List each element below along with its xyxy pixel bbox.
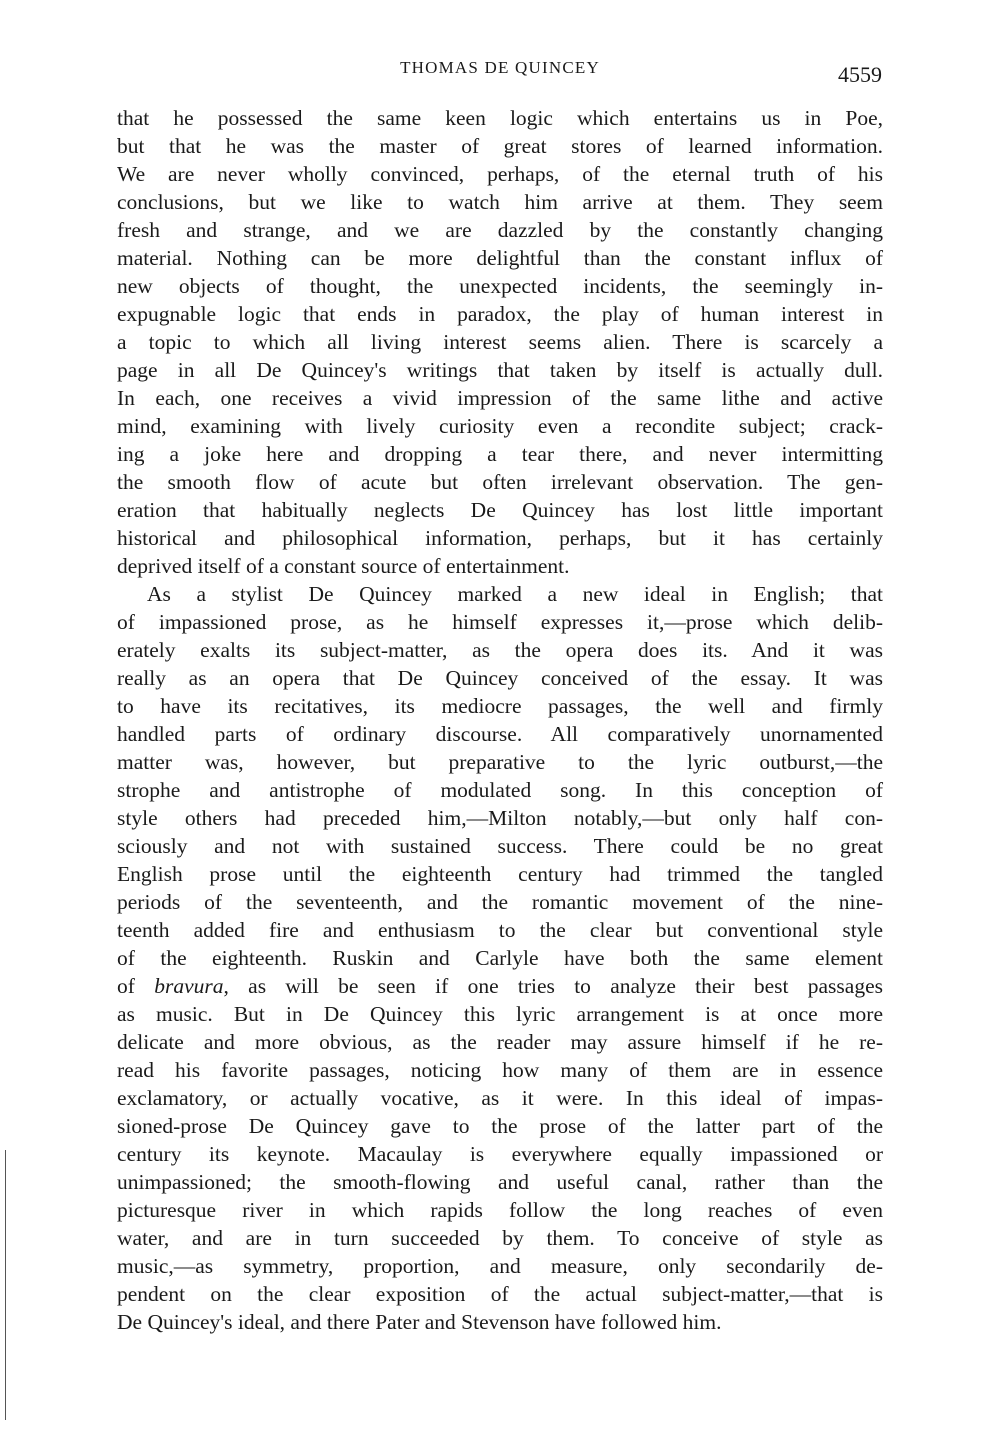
text-line: conclusions, but we like to watch him arrive at them. They seem	[117, 190, 883, 214]
text-line: a topic to which all living interest seems alien. There is scarcely a	[117, 330, 883, 354]
text-line: historical and philosophical information, perhaps, but it has certainly	[117, 526, 883, 550]
text-line: as music. But in De Quincey this lyric arrangement is at once more	[117, 1002, 883, 1026]
text-line: mind, examining with lively curiosity even a recondite subject; crack-	[117, 414, 883, 438]
text-line: pendent on the clear exposition of the actual subject-matter,—that is	[117, 1282, 883, 1306]
text-line: of bravura, as will be seen if one tries to analyze their best passages	[117, 974, 883, 998]
text-line: periods of the seventeenth, and the romantic movement of the nine-	[117, 890, 883, 914]
text-line: sciously and not with sustained success. There could be no great	[117, 834, 883, 858]
text-line: In each, one receives a vivid impression of the same lithe and active	[117, 386, 883, 410]
body-text	[117, 104, 883, 1336]
text-line: style others had preceded him,—Milton notably,—but only half con-	[117, 806, 883, 830]
text-line: century its keynote. Macaulay is everywhere equally impassioned or	[117, 1142, 883, 1166]
text-line: English prose until the eighteenth century had trimmed the tangled	[117, 862, 883, 886]
text-line: As a stylist De Quincey marked a new ideal in English; that	[147, 582, 883, 606]
text-line: that he possessed the same keen logic which entertains us in Poe,	[117, 106, 883, 130]
text-line: the smooth flow of acute but often irrelevant observation. The gen-	[117, 470, 883, 494]
text-line: De Quincey's ideal, and there Pater and Stevenson have followed him.	[117, 1310, 722, 1334]
text-line: really as an opera that De Quincey conceived of the essay. It was	[117, 666, 883, 690]
text-line: of the eighteenth. Ruskin and Carlyle have both the same element	[117, 946, 883, 970]
text-line: erately exalts its subject-matter, as the opera does its. And it was	[117, 638, 883, 662]
text-line: deprived itself of a constant source of entertainment.	[117, 554, 570, 578]
scan-margin-line	[5, 1150, 6, 1420]
text-line: unimpassioned; the smooth-flowing and useful canal, rather than the	[117, 1170, 883, 1194]
text-line: expugnable logic that ends in paradox, the play of human interest in	[117, 302, 883, 326]
text-line: read his favorite passages, noticing how many of them are in essence	[117, 1058, 883, 1082]
text-line: exclamatory, or actually vocative, as it were. In this ideal of impas-	[117, 1086, 883, 1110]
text-line: picturesque river in which rapids follow the long reaches of even	[117, 1198, 883, 1222]
paragraph	[117, 580, 883, 1336]
text-line: ing a joke here and dropping a tear there, and never intermitting	[117, 442, 883, 466]
text-line: water, and are in turn succeeded by them. To conceive of style as	[117, 1226, 883, 1250]
text-line: page in all De Quincey's writings that taken by itself is actually dull.	[117, 358, 883, 382]
text-line: eration that habitually neglects De Quincey has lost little important	[117, 498, 883, 522]
page-number: 4559	[838, 62, 882, 87]
text-line: strophe and antistrophe of modulated song. In this conception of	[117, 778, 883, 802]
running-title: THOMAS DE QUINCEY	[400, 58, 600, 77]
text-line: delicate and more obvious, as the reader may assure himself if he re-	[117, 1030, 883, 1054]
text-line: We are never wholly convinced, perhaps, of the eternal truth of his	[117, 162, 883, 186]
text-line: matter was, however, but preparative to the lyric outburst,—the	[117, 750, 883, 774]
text-line: handled parts of ordinary discourse. All comparatively unornamented	[117, 722, 883, 746]
italic-word: bravura	[154, 974, 224, 998]
paragraph	[117, 104, 883, 580]
text-line: music,—as symmetry, proportion, and measure, only secondarily de-	[117, 1254, 883, 1278]
text-line: fresh and strange, and we are dazzled by the constantly changing	[117, 218, 883, 242]
text-line: new objects of thought, the unexpected incidents, the seemingly in-	[117, 274, 883, 298]
text-line: teenth added fire and enthusiasm to the clear but conventional style	[117, 918, 883, 942]
text-line: but that he was the master of great stores of learned information.	[117, 134, 883, 158]
text-line: of impassioned prose, as he himself expresses it,—prose which delib-	[117, 610, 883, 634]
text-line: material. Nothing can be more delightful than the constant influx of	[117, 246, 883, 270]
text-line: sioned-prose De Quincey gave to the prose of the latter part of the	[117, 1114, 883, 1138]
text-line: to have its recitatives, its mediocre passages, the well and firmly	[117, 694, 883, 718]
